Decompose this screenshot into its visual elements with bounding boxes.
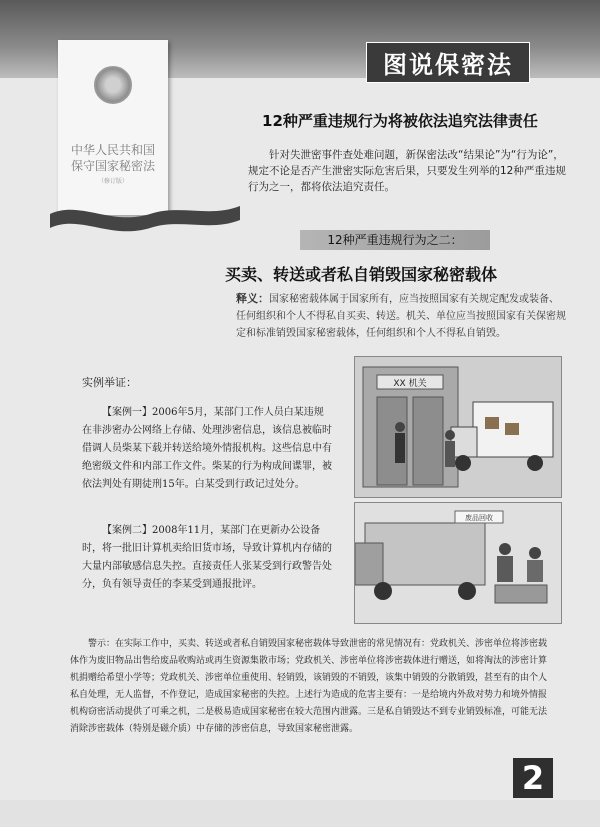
national-emblem-icon (94, 66, 132, 104)
book-title (58, 142, 168, 174)
book-title-line1: 中华人民共和国 (70, 143, 155, 157)
main-headline: 12种严重违规行为将被依法追究法律责任 (262, 112, 538, 130)
illustration-office-truck (354, 356, 562, 498)
warning-paragraph: 警示：在实际工作中，买卖、转送或者私自销毁国家秘密载体导致泄密的常见情况有：党政机关、涉密单位将涉密载体作为废旧物品出售给废品收购站或再生资源集散市场；党政机关、涉密单位将涉密载体进行赠送，如将淘汰的涉密计算机捐赠给希望小学等；党政机关、涉密单位重使用、轻销毁，该销毁的不销毁，该集中销毁的分散销毁，甚至有的由个人私自处理，无人监督，不作登记，造成国家秘密的失控。上述行为造成的危害主要有：一是给境内外敌对势力和境外情报机构窃密活动提供了可乘之机，二是极易造成国家秘密在较大范围内泄露。三是私自销毁达不到专业销毁标准，可能无法消除涉密载体（特别是磁介质）中存储的涉密信息，导致国家秘密泄露。 (70, 639, 548, 734)
definition-label: 释义： (236, 292, 269, 305)
intro-paragraph: 针对失泄密事件查处难问题，新保密法改“结果论”为“行为论”，规定不论是否产生泄密实际危害后果，只要发生列举的12种严重违规行为之一，都将依法追究责任。 (248, 149, 566, 193)
definition-text: 国家秘密载体属于国家所有，应当按照国家有关规定配发或装备、任何组织和个人不得私自买卖、转送。机关、单位应当按照国家有关保密规定和标准销毁国家秘密载体，任何组织和个人不得私自销毁。 (236, 294, 566, 339)
office-truck-drawing (355, 357, 561, 497)
case-one: 【案例一】2006年5月，某部门工作人员白某违规在非涉密办公网络上存储、处理涉密信息，该信息被临时借调人员柴某下载并转送给境外情报机构。这些信息中有绝密级文件和内部工作文件。柴某的行为构成间谍罪，被依法判处有期徒刑15年。白某受到行政记过处分。 (82, 407, 332, 490)
definition-block (236, 290, 566, 342)
header-title: 图说保密法 (366, 42, 530, 83)
recycling-sign: 废品回收 (465, 514, 493, 522)
page-number: 2 (513, 758, 553, 798)
book-subtitle: （修订版） (97, 178, 128, 185)
law-book-cover (58, 40, 168, 215)
illustration-recycling-truck (354, 502, 562, 624)
recycling-truck-drawing (355, 503, 561, 623)
ribbon-shape (50, 206, 240, 231)
bottom-strip (0, 800, 600, 827)
office-sign: XX 机关 (393, 379, 427, 389)
sub-banner: 12种严重违规行为之二： (300, 230, 490, 250)
case-two: 【案例二】2008年11月，某部门在更新办公设备时，将一批旧计算机卖给旧货市场，导致计算机内存储的大量内部敏感信息失控。直接责任人张某受到行政警告处分，负有领导责任的李某受到通报批评。 (82, 525, 332, 590)
ribbon-decoration (50, 196, 240, 246)
section-title: 买卖、转送或者私自销毁国家秘密载体 (225, 265, 498, 284)
examples-label: 实例举证： (82, 376, 137, 389)
book-title-line2: 保守国家秘密法 (70, 159, 155, 173)
